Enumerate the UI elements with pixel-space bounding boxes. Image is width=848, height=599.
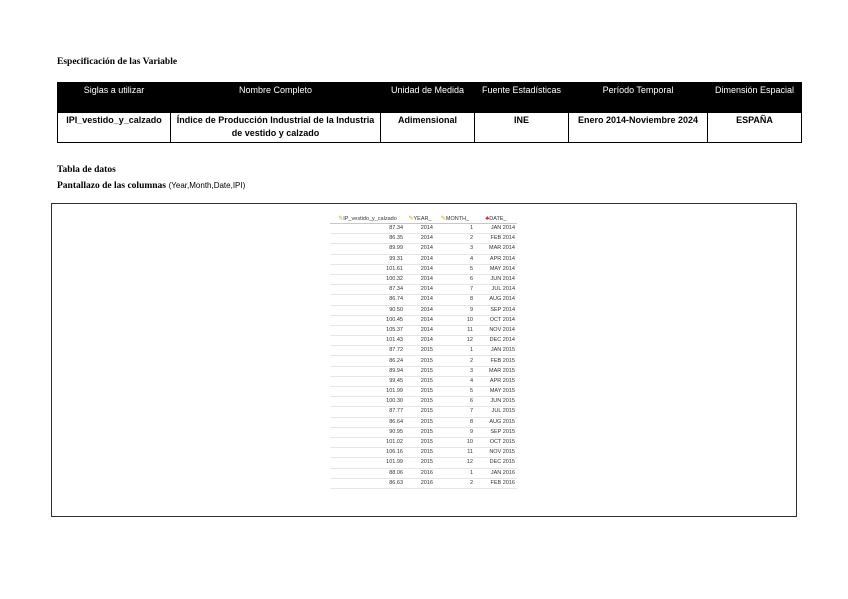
spss-cell[interactable]: 2 [435, 234, 475, 244]
spec-cell: INE [475, 113, 569, 143]
spss-data-row [330, 336, 517, 346]
spss-cell[interactable]: JUN 2015 [475, 397, 517, 407]
spss-data-row [330, 417, 517, 427]
spss-cell[interactable]: 86.63 [330, 478, 405, 488]
spss-cell[interactable]: 100.32 [330, 274, 405, 284]
spss-cell[interactable]: 2014 [405, 315, 435, 325]
spss-cell[interactable]: 2014 [405, 325, 435, 335]
spss-data-row [330, 244, 517, 254]
spss-cell[interactable]: 7 [435, 285, 475, 295]
screenshot-caption [57, 180, 245, 191]
variable-spec-table [57, 82, 802, 143]
spss-cell[interactable]: AUG 2015 [475, 417, 517, 427]
spss-cell[interactable]: 7 [435, 407, 475, 417]
spss-cell[interactable]: OCT 2015 [475, 437, 517, 447]
spss-cell[interactable]: 2015 [405, 437, 435, 447]
spss-cell[interactable]: NOV 2014 [475, 325, 517, 335]
spss-cell[interactable]: 90.95 [330, 427, 405, 437]
screenshot-caption-label: Pantallazo de las columnas [57, 181, 166, 191]
spss-cell[interactable]: MAY 2014 [475, 264, 517, 274]
spss-data-row [330, 387, 517, 397]
spec-header-cell: Fuente Estadísticas [475, 83, 569, 113]
spss-cell[interactable]: AUG 2014 [475, 295, 517, 305]
spss-cell[interactable]: 88.06 [330, 468, 405, 478]
spss-cell[interactable]: OCT 2014 [475, 315, 517, 325]
spss-cell[interactable]: JAN 2015 [475, 346, 517, 356]
spss-data-view [330, 214, 517, 489]
spss-cell[interactable]: SEP 2015 [475, 427, 517, 437]
spss-cell[interactable]: 101.99 [330, 387, 405, 397]
spss-cell[interactable]: 1 [435, 468, 475, 478]
spec-data-row [58, 113, 802, 143]
spss-data-row [330, 224, 517, 234]
spss-cell[interactable]: JUN 2014 [475, 274, 517, 284]
spss-cell[interactable]: 4 [435, 254, 475, 264]
pencil-icon: ✎ [440, 216, 446, 222]
spss-cell[interactable]: 2015 [405, 427, 435, 437]
spss-cell[interactable]: 2014 [405, 234, 435, 244]
spss-cell[interactable]: FEB 2016 [475, 478, 517, 488]
spss-cell[interactable]: 99.31 [330, 254, 405, 264]
spss-cell[interactable]: 8 [435, 295, 475, 305]
spss-cell[interactable]: APR 2014 [475, 254, 517, 264]
spss-cell[interactable]: SEP 2014 [475, 305, 517, 315]
spss-column-header[interactable]: ✎IP_vestido_y_calzado [330, 214, 405, 224]
spss-cell[interactable]: 1 [435, 224, 475, 234]
spss-cell[interactable]: 8 [435, 417, 475, 427]
spss-cell[interactable]: APR 2015 [475, 376, 517, 386]
spss-cell[interactable]: 3 [435, 244, 475, 254]
spss-cell[interactable]: 101.99 [330, 458, 405, 468]
spss-cell[interactable]: JAN 2016 [475, 468, 517, 478]
spss-header-row [330, 214, 517, 224]
spss-cell[interactable]: 2015 [405, 346, 435, 356]
spss-cell[interactable]: 105.37 [330, 325, 405, 335]
spss-column-header[interactable]: ✎YEAR_ [405, 214, 435, 224]
spss-cell[interactable]: 2014 [405, 264, 435, 274]
spss-cell[interactable]: 12 [435, 458, 475, 468]
spss-cell[interactable]: 2016 [405, 478, 435, 488]
spss-data-row [330, 427, 517, 437]
spss-cell[interactable]: 2015 [405, 417, 435, 427]
spss-cell[interactable]: 10 [435, 315, 475, 325]
spss-cell[interactable]: 2015 [405, 407, 435, 417]
spss-data-row [330, 234, 517, 244]
spss-cell[interactable]: 6 [435, 397, 475, 407]
spss-cell[interactable]: 87.34 [330, 285, 405, 295]
spss-cell[interactable]: 2016 [405, 468, 435, 478]
spss-cell[interactable]: FEB 2015 [475, 356, 517, 366]
spec-cell: Enero 2014-Noviembre 2024 [569, 113, 708, 143]
data-table-title: Tabla de datos [57, 165, 116, 175]
spss-cell[interactable]: 4 [435, 376, 475, 386]
spss-cell[interactable]: 2015 [405, 366, 435, 376]
pencil-icon: ✎ [338, 216, 344, 222]
spss-cell[interactable]: DEC 2014 [475, 336, 517, 346]
spss-column-header[interactable]: ♣DATE_ [475, 214, 517, 224]
spss-cell[interactable]: JUL 2015 [475, 407, 517, 417]
spss-cell[interactable]: 2014 [405, 305, 435, 315]
spss-cell[interactable]: 11 [435, 448, 475, 458]
spss-data-row [330, 397, 517, 407]
spss-cell[interactable]: 2014 [405, 244, 435, 254]
nominal-measure-icon: ♣ [485, 215, 490, 222]
spss-cell[interactable]: 2015 [405, 387, 435, 397]
spss-cell[interactable]: 87.77 [330, 407, 405, 417]
spec-cell: Adimensional [381, 113, 475, 143]
spec-header-cell: Unidad de Medida [381, 83, 475, 113]
spss-cell[interactable]: 2015 [405, 356, 435, 366]
spss-cell[interactable]: 2015 [405, 458, 435, 468]
spss-cell[interactable]: 3 [435, 366, 475, 376]
spss-cell[interactable]: NOV 2015 [475, 448, 517, 458]
spec-cell: IPI_vestido_y_calzado [58, 113, 171, 143]
spec-header-cell: Nombre Completo [171, 83, 381, 113]
spss-cell[interactable]: MAR 2015 [475, 366, 517, 376]
spss-cell[interactable]: 1 [435, 346, 475, 356]
spss-cell[interactable]: 2014 [405, 274, 435, 284]
spss-data-row [330, 366, 517, 376]
spss-data-row [330, 264, 517, 274]
spss-cell[interactable]: 9 [435, 305, 475, 315]
spec-header-cell: Período Temporal [569, 83, 708, 113]
spss-data-row [330, 356, 517, 366]
spss-cell[interactable]: 5 [435, 387, 475, 397]
spss-cell[interactable]: 11 [435, 325, 475, 335]
spss-cell[interactable]: 89.94 [330, 366, 405, 376]
spss-data-row [330, 468, 517, 478]
spss-cell[interactable]: JUL 2014 [475, 285, 517, 295]
spss-data-row [330, 315, 517, 325]
spss-data-row [330, 376, 517, 386]
spss-cell[interactable]: 101.61 [330, 264, 405, 274]
spss-cell[interactable]: 10 [435, 437, 475, 447]
screenshot-caption-columns: (Year,Month,Date,IPI) [168, 181, 246, 190]
spss-cell[interactable]: 2 [435, 478, 475, 488]
spss-cell[interactable]: 100.45 [330, 315, 405, 325]
spss-cell[interactable]: 86.24 [330, 356, 405, 366]
spss-column-header[interactable]: ✎MONTH_ [435, 214, 475, 224]
spss-cell[interactable]: JAN 2014 [475, 224, 517, 234]
spss-cell[interactable]: 2015 [405, 448, 435, 458]
spss-cell[interactable]: 5 [435, 264, 475, 274]
spss-cell[interactable]: 2014 [405, 295, 435, 305]
spss-cell[interactable]: 101.43 [330, 336, 405, 346]
section-heading: Especificación de las Variable [57, 57, 178, 67]
spss-cell[interactable]: 2015 [405, 376, 435, 386]
spss-cell[interactable]: 101.02 [330, 437, 405, 447]
spss-data-row [330, 478, 517, 488]
spss-cell[interactable]: MAR 2014 [475, 244, 517, 254]
spss-cell[interactable]: 6 [435, 274, 475, 284]
spss-cell[interactable]: 2014 [405, 336, 435, 346]
spss-data-row [330, 305, 517, 315]
spss-cell[interactable]: 2015 [405, 397, 435, 407]
spss-cell[interactable]: 99.45 [330, 376, 405, 386]
spss-cell[interactable]: 89.99 [330, 244, 405, 254]
spss-cell[interactable]: 86.64 [330, 417, 405, 427]
spec-cell: Índice de Producción Industrial de la Industria de vestido y calzado [171, 113, 381, 143]
spss-cell[interactable]: 2 [435, 356, 475, 366]
spss-cell[interactable]: 106.16 [330, 448, 405, 458]
spec-header-cell: Dimensión Espacial [708, 83, 802, 113]
spss-cell[interactable]: 2014 [405, 224, 435, 234]
spss-cell[interactable]: 2014 [405, 254, 435, 264]
spss-data-row [330, 346, 517, 356]
spss-data-row [330, 295, 517, 305]
spss-cell[interactable]: 90.50 [330, 305, 405, 315]
spss-cell[interactable]: 2014 [405, 285, 435, 295]
spss-cell[interactable]: 87.34 [330, 224, 405, 234]
spss-data-row [330, 325, 517, 335]
spec-cell: ESPAÑA [708, 113, 802, 143]
spss-data-row [330, 254, 517, 264]
spss-cell[interactable]: 86.35 [330, 234, 405, 244]
spss-cell[interactable]: 100.30 [330, 397, 405, 407]
spss-cell[interactable]: 87.72 [330, 346, 405, 356]
spss-data-row [330, 407, 517, 417]
spss-data-row [330, 448, 517, 458]
spec-header-cell: Siglas a utilizar [58, 83, 171, 113]
spec-header-row [58, 83, 802, 113]
spss-data-row [330, 274, 517, 284]
spss-data-row [330, 285, 517, 295]
spss-cell[interactable]: MAY 2015 [475, 387, 517, 397]
spss-data-row [330, 437, 517, 447]
pencil-icon: ✎ [408, 216, 414, 222]
spss-cell[interactable]: 86.74 [330, 295, 405, 305]
spss-data-row [330, 458, 517, 468]
spss-cell[interactable]: 12 [435, 336, 475, 346]
spss-cell[interactable]: FEB 2014 [475, 234, 517, 244]
spss-cell[interactable]: 9 [435, 427, 475, 437]
spss-cell[interactable]: DEC 2015 [475, 458, 517, 468]
